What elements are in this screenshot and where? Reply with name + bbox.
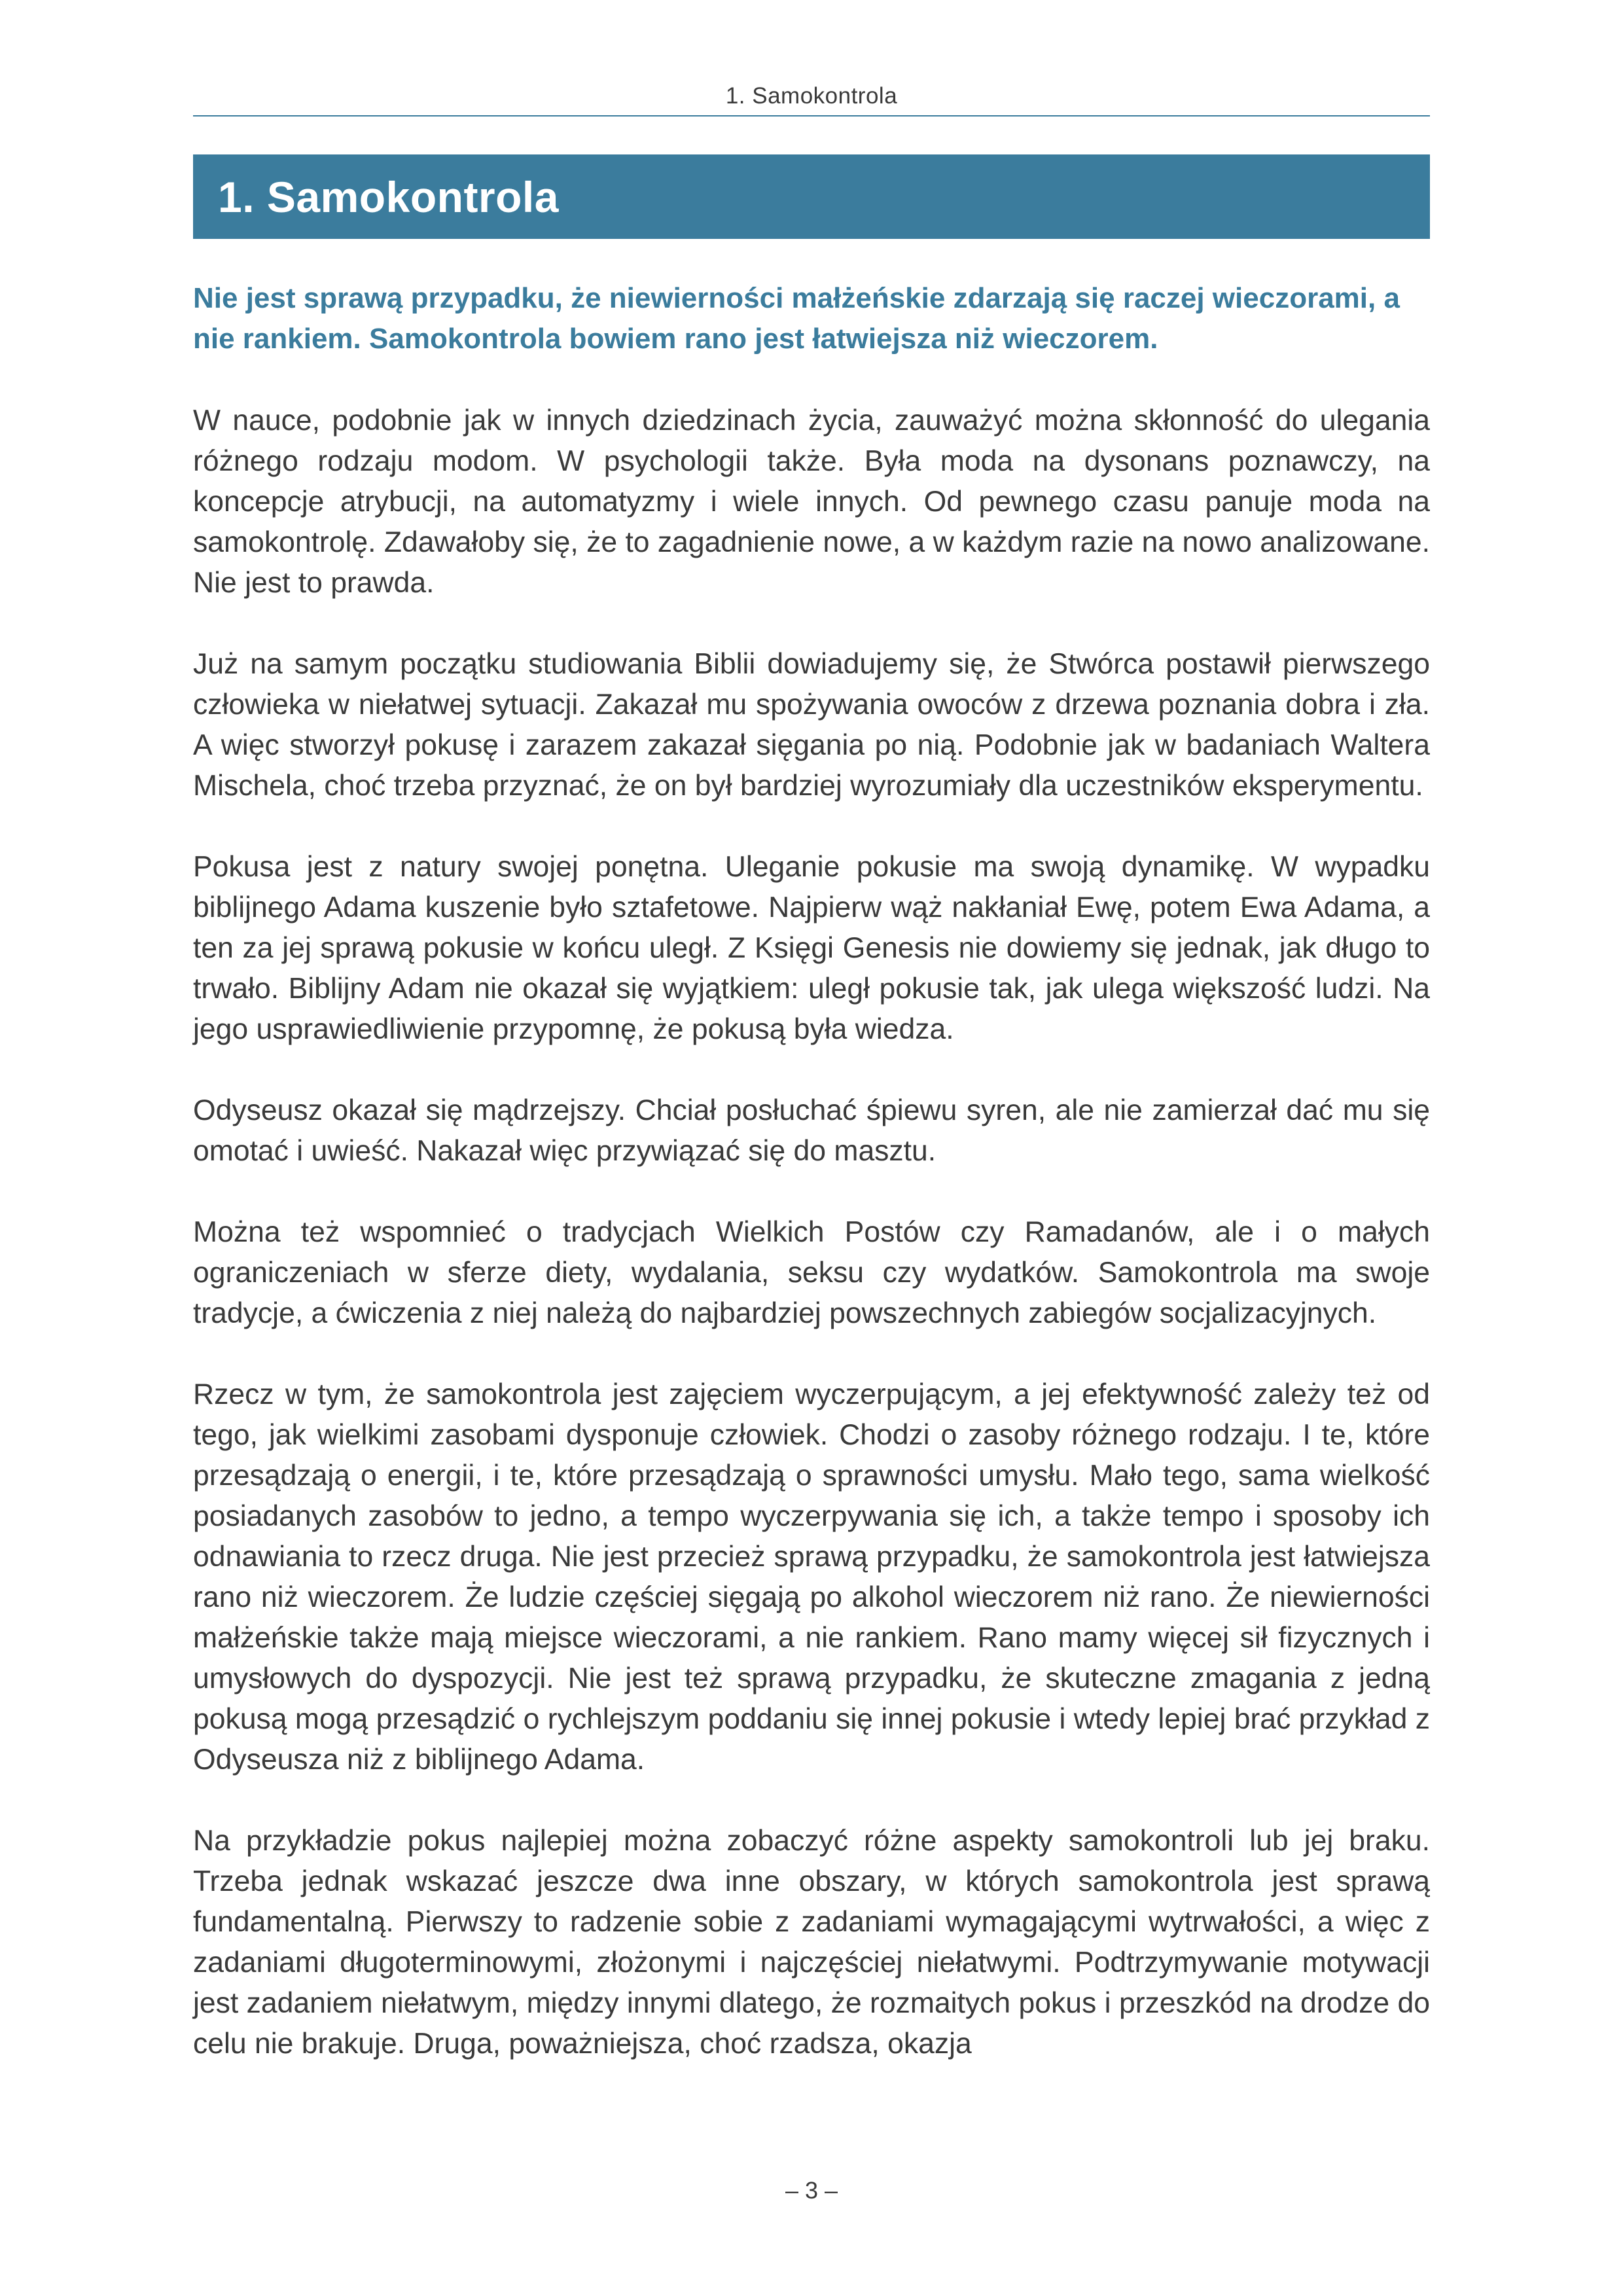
running-header-title: 1. Samokontrola (725, 83, 898, 109)
chapter-title: 1. Samokontrola (218, 172, 559, 221)
chapter-title-bar (193, 154, 1430, 239)
paragraph-3: Pokusa jest z natury swojej ponętna. Uleganie pokusie ma swoją dynamikę. W wypadku biblijnego Adama kuszenie było sztafetowe. Najpierw wąż nakłaniał Ewę, potem Ewa Adama, a ten za jej sprawą pokusie w końcu uległ. Z Księgi Genesis nie dowiemy się jednak, jak długo to trwało. Biblijny Adam nie okazał się wyjątkiem: uległ pokusie tak, jak ulega większość ludzi. Na jego usprawiedliwienie przypomnę, że pokusą była wiedza. (193, 851, 1430, 1045)
body-text (193, 401, 1430, 2064)
paragraph-7: Na przykładzie pokus najlepiej można zobaczyć różne aspekty samokontroli lub jej braku. Trzeba jednak wskazać jeszcze dwa inne obszary, w których samokontrola jest sprawą fundamentalną. Pierwszy to radzenie sobie z zadaniami wymagającymi wytrwałości, a więc z zadaniami długoterminowymi, złożonymi i najczęściej niełatwymi. Podtrzymywanie motywacji jest zadaniem niełatwym, między innymi dlatego, że rozmaitych pokus i przeszkód na drodze do celu nie brakuje. Druga, poważniejsza, choć rzadsza, okazja (193, 1825, 1430, 2060)
paragraph-1: W nauce, podobnie jak w innych dziedzinach życia, zauważyć można skłonność do ulegania różnego rodzaju modom. W psychologii także. Była moda na dysonans poznawczy, na koncepcje atrybucji, na automatyzmy i wiele innych. Od pewnego czasu panuje moda na samokontrolę. Zdawałoby się, że to zagadnienie nowe, a w każdym razie na nowo analizowane. Nie jest to prawda. (193, 404, 1430, 599)
chapter-lead: Nie jest sprawą przypadku, że niewierności małżeńskie zdarzają się raczej wieczorami, a nie rankiem. Samokontrola bowiem rano jest łatwiejsza niż wieczorem. (193, 282, 1400, 355)
paragraph-4: Odyseusz okazał się mądrzejszy. Chciał posłuchać śpiewu syren, ale nie zamierzał dać mu się omotać i uwieść. Nakazał więc przywiązać się do masztu. (193, 1094, 1430, 1167)
running-header (193, 77, 1430, 117)
paragraph-6: Rzecz w tym, że samokontrola jest zajęciem wyczerpującym, a jej efektywność zależy też od tego, jak wielkimi zasobami dysponuje człowiek. Chodzi o zasoby różnego rodzaju. I te, które przesądzają o energii, i te, które przesądzają o sprawności umysłu. Mało tego, sama wielkość posiadanych zasobów to jedno, a tempo wyczerpywania się ich, a także tempo i sposoby ich odnawiania to rzecz druga. Nie jest przecież sprawą przypadku, że samokontrola jest łatwiejsza rano niż wieczorem. Że ludzie częściej sięgają po alkohol wieczorem niż rano. Że niewierności małżeńskie także mają miejsce wieczorami, a nie rankiem. Rano mamy więcej sił fizycznych i umysłowych do dyspozycji. Nie jest też sprawą przypadku, że skuteczne zmagania z jedną pokusą mogą przesądzić o rychlejszym poddaniu się innej pokusie i wtedy lepiej brać przykład z Odyseusza niż z biblijnego Adama. (193, 1378, 1430, 1776)
paragraph-2: Już na samym początku studiowania Biblii dowiadujemy się, że Stwórca postawił pierwszego człowieka w niełatwej sytuacji. Zakazał mu spożywania owoców z drzewa poznania dobra i zła. A więc stworzył pokusę i zarazem zakazał sięgania po nią. Podobnie jak w badaniach Waltera Mischela, choć trzeba przyznać, że on był bardziej wyrozumiały dla uczestników eksperymentu. (193, 648, 1430, 802)
paragraph-5: Można też wspomnieć o tradycjach Wielkich Postów czy Ramadanów, ale i o małych ograniczeniach w sferze diety, wydalania, seksu czy wydatków. Samokontrola ma swoje tradycje, a ćwiczenia z niej należą do najbardziej powszechnych zabiegów socjalizacyjnych. (193, 1216, 1430, 1329)
page-number: – 3 – (785, 2177, 838, 2204)
